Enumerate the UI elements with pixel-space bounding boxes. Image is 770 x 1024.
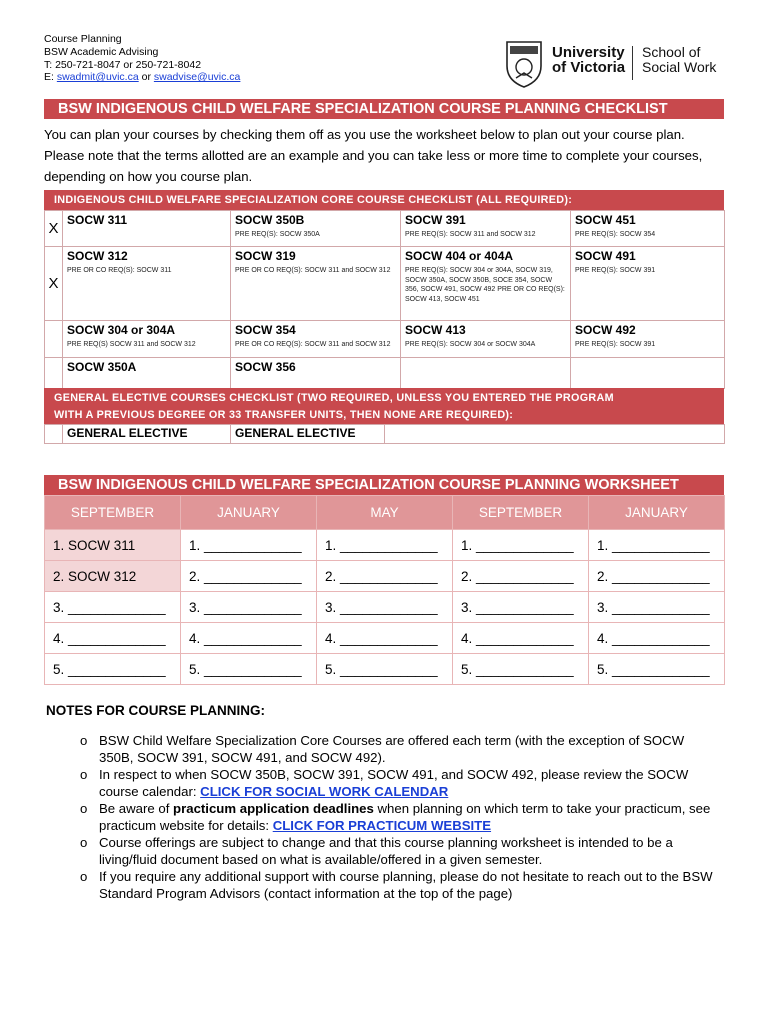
core-row [45,321,725,358]
worksheet-cell[interactable]: 4. _____________ [317,623,453,654]
worksheet-cell[interactable]: 1. SOCW 311 [45,530,181,561]
elective-heading: GENERAL ELECTIVE COURSES CHECKLIST (TWO REQUIRED, UNLESS YOU ENTERED THE PROGRAM WITH A PREVIOUS DEGREE OR 33 TRANSFER UNITS, THEN NONE ARE REQUIRED): [44,388,724,424]
intro-text [44,124,734,187]
worksheet-cell[interactable]: 5. _____________ [317,654,453,685]
intro-line-3: depending on how you course plan. [44,169,253,184]
course-cell-socw-491[interactable]: SOCW 491 PRE REQ(S): SOCW 391 [571,247,725,321]
course-cell-socw-404[interactable]: SOCW 404 or 404A PRE REQ(S): SOCW 304 or 304A, SOCW 319, SOCW 350A, SOCW 350B, SOCE 354, SOCW 356, SOCW 491, SOCW 492 PRE OR CO REQ(S): SOCW 413, SOCW 451 [401,247,571,321]
note-item: o If you require any additional support with course planning, please do not hesitate to reach out to the BSW Standard Program Advisors (contact information at the top of the page) [80,869,713,901]
worksheet-cell[interactable]: 2. _____________ [453,561,589,592]
course-cell-socw-413[interactable]: SOCW 413 PRE REQ(S): SOCW 304 or SOCW 304A [401,321,571,358]
note-item: o BSW Child Welfare Specialization Core Courses are offered each term (with the exception of SOCW 350B, SOCW 391, SOCW 491, and SOCW 492). [80,733,685,765]
empty-cell [401,358,571,389]
elective-row [45,425,725,444]
worksheet-cell[interactable]: 3. _____________ [589,592,725,623]
contact-line-1: Course Planning [44,33,122,45]
note-item: o Course offerings are subject to change and that this course planning worksheet is intended to be a living/fluid document based on what is available/offered in a given semester. [80,835,673,867]
elective-cell-2[interactable]: GENERAL ELECTIVE [231,425,385,444]
worksheet-row [45,592,725,623]
worksheet-cell[interactable]: 1. _____________ [589,530,725,561]
bullet-icon: o [80,733,88,748]
worksheet-cell[interactable]: 3. _____________ [317,592,453,623]
check-mark[interactable]: X [45,247,63,321]
email-prefix: E: [44,71,57,84]
notes-title: NOTES FOR COURSE PLANNING: [46,703,266,718]
contact-phone: T: 250-721-8047 or 250-721-8042 [44,58,202,71]
core-row [45,211,725,247]
course-cell-socw-391[interactable]: SOCW 391 PRE REQ(S): SOCW 311 and SOCW 312 [401,211,571,247]
core-heading: INDIGENOUS CHILD WELFARE SPECIALIZATION CORE COURSE CHECKLIST (ALL REQUIRED): [44,190,724,210]
check-box-empty[interactable] [45,321,63,358]
column-header: SEPTEMBER [453,496,589,530]
core-row [45,247,725,321]
check-box-empty[interactable] [45,358,63,389]
worksheet-cell[interactable]: 3. _____________ [45,592,181,623]
course-cell-socw-492[interactable]: SOCW 492 PRE REQ(S): SOCW 391 [571,321,725,358]
email-link-admit[interactable]: swadmit@uvic.ca [56,71,139,84]
bullet-icon: o [80,767,88,782]
worksheet-table [44,495,725,685]
worksheet-title: BSW INDIGENOUS CHILD WELFARE SPECIALIZATION COURSE PLANNING WORKSHEET [44,475,724,495]
bullet-icon: o [80,835,88,850]
core-checklist [44,190,724,389]
worksheet-cell[interactable]: 5. _____________ [181,654,317,685]
course-cell-socw-451[interactable]: SOCW 451 PRE REQ(S): SOCW 354 [571,211,725,247]
worksheet-cell[interactable]: 3. _____________ [181,592,317,623]
uvic-logo [504,40,724,90]
worksheet-cell[interactable]: 5. _____________ [453,654,589,685]
worksheet-cell[interactable]: 2. _____________ [589,561,725,592]
worksheet-cell[interactable]: 4. _____________ [181,623,317,654]
contact-email [44,71,240,84]
worksheet-cell[interactable]: 2. SOCW 312 [45,561,181,592]
worksheet-cell[interactable]: 4. _____________ [453,623,589,654]
core-table [44,210,725,389]
worksheet-cell[interactable]: 1. _____________ [181,530,317,561]
bullet-icon: o [80,869,88,884]
elective-checklist [44,388,724,444]
school-name: School of Social Work [642,44,717,75]
course-cell-socw-354[interactable]: SOCW 354 PRE OR CO REQ(S): SOCW 311 and SOCW 312 [231,321,401,358]
course-cell-socw-356[interactable]: SOCW 356 [231,358,401,389]
course-cell-socw-312[interactable]: SOCW 312 PRE OR CO REQ(S): SOCW 311 [63,247,231,321]
worksheet-cell[interactable]: 3. _____________ [453,592,589,623]
worksheet-row [45,561,725,592]
worksheet-header-row [45,496,725,530]
email-or: or [138,71,154,84]
note-item: o In respect to when SOCW 350B, SOCW 391, SOCW 491, and SOCW 492, please review the SOCW course calendar: CLICK FOR SOCIAL WORK CALENDAR [80,767,689,799]
email-link-advise[interactable]: swadvise@uvic.ca [153,71,241,84]
check-box-empty[interactable] [45,425,63,444]
checklist-title: BSW INDIGENOUS CHILD WELFARE SPECIALIZATION COURSE PLANNING CHECKLIST [44,99,724,119]
column-header: MAY [317,496,453,530]
worksheet-cell[interactable]: 2. _____________ [317,561,453,592]
worksheet-row [45,530,725,561]
social-work-calendar-link[interactable]: CLICK FOR SOCIAL WORK CALENDAR [200,784,449,799]
worksheet-cell[interactable]: 1. _____________ [453,530,589,561]
note-item: o Be aware of practicum application deadlines when planning on which term to take your practicum, see practicum website for details: CLICK FOR PRACTICUM WEBSITE [80,801,711,833]
empty-cell [385,425,725,444]
logo-divider [632,46,633,80]
worksheet-row [45,623,725,654]
course-cell-socw-311[interactable]: SOCW 311 [63,211,231,247]
worksheet-cell[interactable]: 4. _____________ [589,623,725,654]
intro-line-2: Please note that the terms allotted are an example and you can take less or more time to complete your courses, [44,148,703,163]
worksheet-cell[interactable]: 1. _____________ [317,530,453,561]
column-header: JANUARY [181,496,317,530]
column-header: SEPTEMBER [45,496,181,530]
worksheet-row [45,654,725,685]
check-mark[interactable]: X [45,211,63,247]
elective-cell-1[interactable]: GENERAL ELECTIVE [63,425,231,444]
worksheet-cell[interactable]: 5. _____________ [45,654,181,685]
empty-cell [571,358,725,389]
intro-line-1: You can plan your courses by checking them off as you use the worksheet below to plan out your course plan. [44,127,685,142]
crest-icon [504,40,544,88]
course-cell-socw-319[interactable]: SOCW 319 PRE OR CO REQ(S): SOCW 311 and SOCW 312 [231,247,401,321]
university-name: University of Victoria [552,44,626,76]
course-cell-socw-350b[interactable]: SOCW 350B PRE REQ(S): SOCW 350A [231,211,401,247]
worksheet [44,495,724,685]
worksheet-cell[interactable]: 5. _____________ [589,654,725,685]
core-row [45,358,725,389]
elective-table [44,424,725,444]
course-cell-socw-350a[interactable]: SOCW 350A [63,358,231,389]
contact-line-2: BSW Academic Advising [44,45,159,58]
notes-list [80,732,720,902]
column-header: JANUARY [589,496,725,530]
contact-block [44,33,240,84]
worksheet-cell[interactable]: 2. _____________ [181,561,317,592]
bullet-icon: o [80,801,88,816]
worksheet-cell[interactable]: 4. _____________ [45,623,181,654]
course-cell-socw-304[interactable]: SOCW 304 or 304A PRE REQ(S) SOCW 311 and SOCW 312 [63,321,231,358]
practicum-website-link[interactable]: CLICK FOR PRACTICUM WEBSITE [272,818,492,833]
